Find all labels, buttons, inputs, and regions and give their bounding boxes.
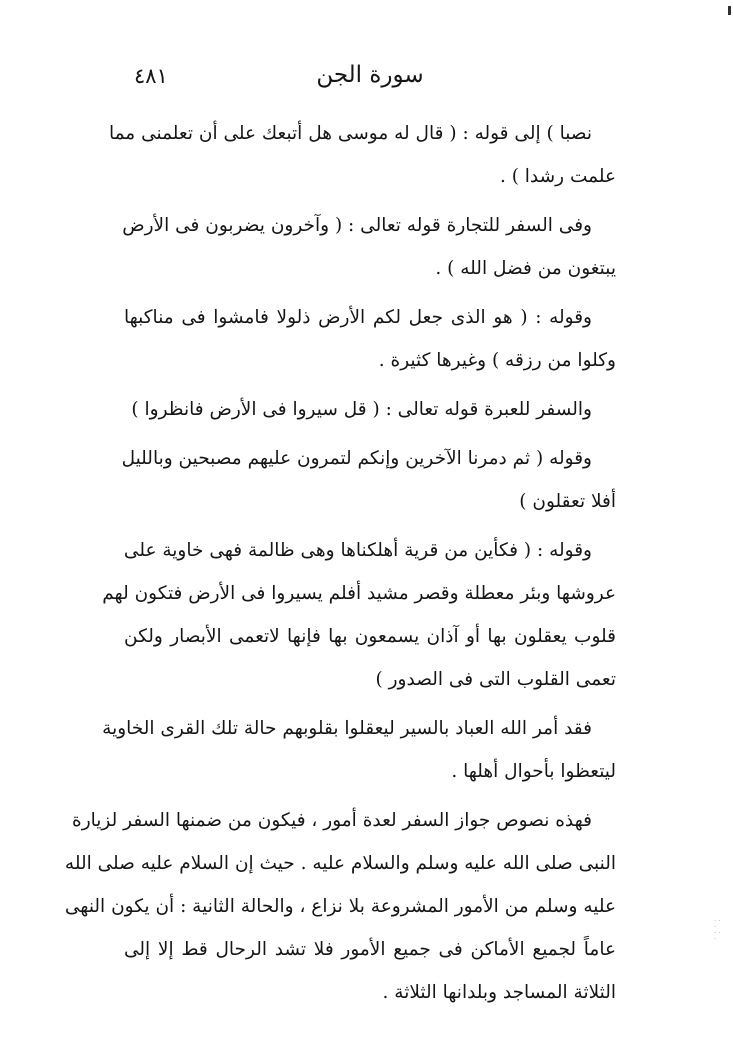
paragraph — [121, 437, 616, 523]
text-line: عروشها وبئر معطلة وقصر مشيد أفلم يسيروا فى الأرض فتكون لهم — [102, 583, 616, 604]
page-number: ٤٨١ — [134, 64, 168, 88]
text-line: وقوله ( ثم دمرنا الآخرين وإنكم لتمرون عليهم مصبحين وبالليل — [121, 448, 592, 469]
text-line: نصبا ) إلى قوله : ( قال له موسى هل أتبعك على أن تعلمنى مما — [108, 123, 592, 144]
scan-edge-mark — [728, 6, 731, 15]
text-line: يبتغون من فضل الله ) . — [435, 258, 616, 279]
text-line: قلوب يعقلون بها أو آذان يسمعون بها فإنها لاتعمى الأبصار ولكن — [124, 626, 616, 647]
paragraph — [124, 204, 616, 290]
text-line: النبى صلى الله عليه وسلم والسلام عليه . حيث إن السلام عليه صلى الله — [64, 853, 616, 874]
text-line: تعمى القلوب التى فى الصدور ) — [375, 669, 616, 690]
text-line: علمت رشدا ) . — [499, 166, 616, 187]
paragraph — [64, 799, 616, 1014]
text-line: وقوله : ( هو الذى جعل لكم الأرض ذلولا فامشوا فى مناكبها — [124, 307, 592, 328]
text-line: وكلوا من رزقه ) وغيرها كثيرة . — [378, 350, 616, 371]
text-line: عليه وسلم من الأمور المشروعة بلا نزاع ، والحالة الثانية : أن يكون النهى — [64, 896, 616, 917]
paragraph — [102, 707, 616, 793]
text-line: وقوله : ( فكأين من قرية أهلكناها وهى ظالمة فهى خاوية على — [123, 540, 592, 561]
paragraph — [108, 112, 616, 198]
text-line: وفى السفر للتجارة قوله تعالى : ( وآخرون يضربون فى الأرض — [122, 215, 592, 236]
text-line: الثلاثة المساجد وبلدانها الثلاثة . — [382, 982, 616, 1003]
text-line: فهذه نصوص جواز السفر لعدة أمور ، فيكون من ضمنها السفر لزيارة — [72, 810, 592, 831]
paragraph — [102, 529, 616, 701]
chapter-title: سورة الجن — [316, 62, 424, 88]
paragraph — [124, 296, 616, 382]
text-line: أفلا تعقلون ) — [519, 491, 616, 512]
text-line: والسفر للعبرة قوله تعالى : ( قل سيروا فى الأرض فانظروا ) — [131, 399, 592, 420]
text-line: عاماً لجميع الأماكن فى جميع الأمور فلا تشد الرحال قط إلا إلى — [124, 939, 616, 960]
scan-speckles: · · · · · · — [714, 917, 721, 943]
paragraph — [124, 388, 616, 431]
text-line: ليتعظوا بأحوال أهلها . — [451, 761, 616, 782]
text-line: فقد أمر الله العباد بالسير ليعقلوا بقلوبهم حالة تلك القرى الخاوية — [102, 718, 592, 739]
body-text — [64, 112, 616, 1020]
page-header — [120, 62, 620, 102]
